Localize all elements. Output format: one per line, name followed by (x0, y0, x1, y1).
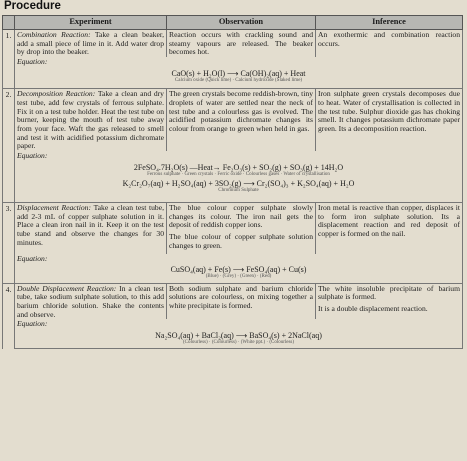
observation-cell: The green crystals become reddish-brown, tiny droplets of water are settled near the neck of test tube and a colourless gas is evolved. The acidified potassium dichromate changes its colour from orange to green when held in gas. (167, 89, 316, 151)
header-experiment: Experiment (15, 16, 167, 30)
equation-row (3, 151, 463, 203)
equation-note: (Blue) · (Grey) · (Green) · (Red) (205, 274, 272, 280)
equation-label: Equation: (17, 151, 48, 161)
equation-formula: 2FeSO₄.7H₂O(s) —Heat→ Fe₂O₃(s) + SO₂(g) + SO₃(g) + 14H₂O (133, 162, 344, 172)
page-title: Procedure (4, 0, 61, 12)
equation-note: Calcium oxide (Quick lime) · Calcium hydroxide (Slaked lime) (174, 77, 303, 83)
equation-row (3, 254, 463, 284)
equation-row (3, 57, 463, 89)
equation-note: (Colourless) · (Colourless) · (White ppt.) · (Colourless) (182, 340, 295, 346)
experiment-text: In a clean test tube, take sodium sulphate solution, to this add barium chloride solution. Shake the contents and observe. (17, 283, 164, 319)
experiment-title: Displacement Reaction: (17, 203, 91, 213)
equation-row (3, 319, 463, 349)
experiment-cell (15, 30, 167, 58)
table-row (3, 283, 463, 319)
equation-cell (15, 151, 463, 203)
equation-cell (15, 254, 463, 284)
table-row (3, 89, 463, 151)
observation-text: The blue colour copper sulphate slowly changes its colour. The iron nail gets the deposit of reddish copper ions. (169, 203, 313, 230)
header-observation: Observation (167, 16, 316, 30)
inference-cell: Iron sulphate green crystals decomposes due to heat. Water of crystallisation is collected in the test tube. Sulphur dioxide gas has choking smell. It changes potassium dichromate paper green. Its a decomposition reaction. (316, 89, 463, 151)
row-number: 3. (3, 203, 15, 284)
experiment-cell (15, 283, 167, 319)
equation-formula: Na₂SO₄(aq) + BaCl₂(aq) ⟶ BaSO₄(s) + 2NaCl(aq) (155, 331, 322, 341)
equation-formula: CaO(s) + H₂O(l) ⟶ Ca(OH)₂(aq) + Heat (171, 68, 306, 78)
experiment-cell (15, 89, 167, 151)
experiment-text: Take a clean beaker, add a small piece of lime in it. Add water drop by drop into the beaker. (17, 30, 165, 57)
row-number: 1. (3, 30, 15, 89)
experiment-cell (15, 203, 167, 254)
equation-label: Equation: (17, 57, 48, 67)
equation-formula-2: K₂Cr₂O₇(aq) + H₂SO₄(aq) + 3SO₂(g) ⟶ Cr₂(SO₄)₃ + K₂SO₄(aq) + H₂O (122, 178, 355, 188)
row-number: 4. (3, 283, 15, 349)
observation-text-2: The blue colour of copper sulphate solution changes to green. (169, 232, 313, 250)
equation-label: Equation: (17, 319, 48, 329)
inference-text: The white insoluble precipitate of barium sulphate is formed. (318, 283, 460, 302)
observation-cell: Reaction occurs with crackling sound and steamy vapours are released. The beaker becomes hot. (167, 30, 316, 58)
equation-note-2: Chromium Sulphate (218, 187, 259, 193)
experiment-text: Take a clean and dry test tube, add few crystals of ferrous sulphate. Fix it on a test tube holder. Heat the test tube on burner, keeping the mouth of test tube away from your face. Waft the gas released to smell and test it with acidified potassium dichromate paper. (17, 89, 164, 151)
table-row (3, 30, 463, 58)
observation-cell: Both sodium sulphate and barium chloride solutions are colourless, on mixing together a white precipitate is formed. (167, 283, 316, 319)
procedure-table (2, 15, 463, 349)
header-inference: Inference (316, 16, 463, 30)
equation-note: Ferrous sulphate · Green crystals · Ferric oxide · Colourless gases · Water of crystallisation (147, 171, 330, 177)
equation-label: Equation: (17, 253, 48, 263)
experiment-text: Take a clean test tube, add 2-3 mL of copper sulphate solution in it. Place a clean iron nail in it. Keep it on the test tube stand and observe the changes for 30 minutes. (17, 203, 164, 247)
equation-formula: CuSO₄(aq) + Fe(s) ⟶ FeSO₄(aq) + Cu(s) (170, 265, 307, 275)
row-number: 2. (3, 89, 15, 203)
header-number (3, 16, 15, 30)
observation-cell (167, 203, 316, 254)
experiment-title: Decomposition Reaction: (17, 89, 96, 99)
table-row (3, 203, 463, 254)
equation-cell (15, 319, 463, 349)
experiment-title: Combination Reaction: (17, 30, 91, 39)
inference-cell (316, 283, 463, 319)
equation-cell (15, 57, 463, 89)
experiment-title: Double Displacement Reaction: (17, 283, 117, 293)
table-header-row (3, 16, 463, 30)
inference-cell: An exothermic and combination reaction occurs. (316, 30, 463, 58)
inference-cell: Iron metal is reactive than copper, displaces it to form iron sulphate solution. Its a displacement reaction and red deposit of copper is formed on the nail. (316, 203, 463, 254)
inference-text-2: It is a double displacement reaction. (318, 303, 428, 313)
